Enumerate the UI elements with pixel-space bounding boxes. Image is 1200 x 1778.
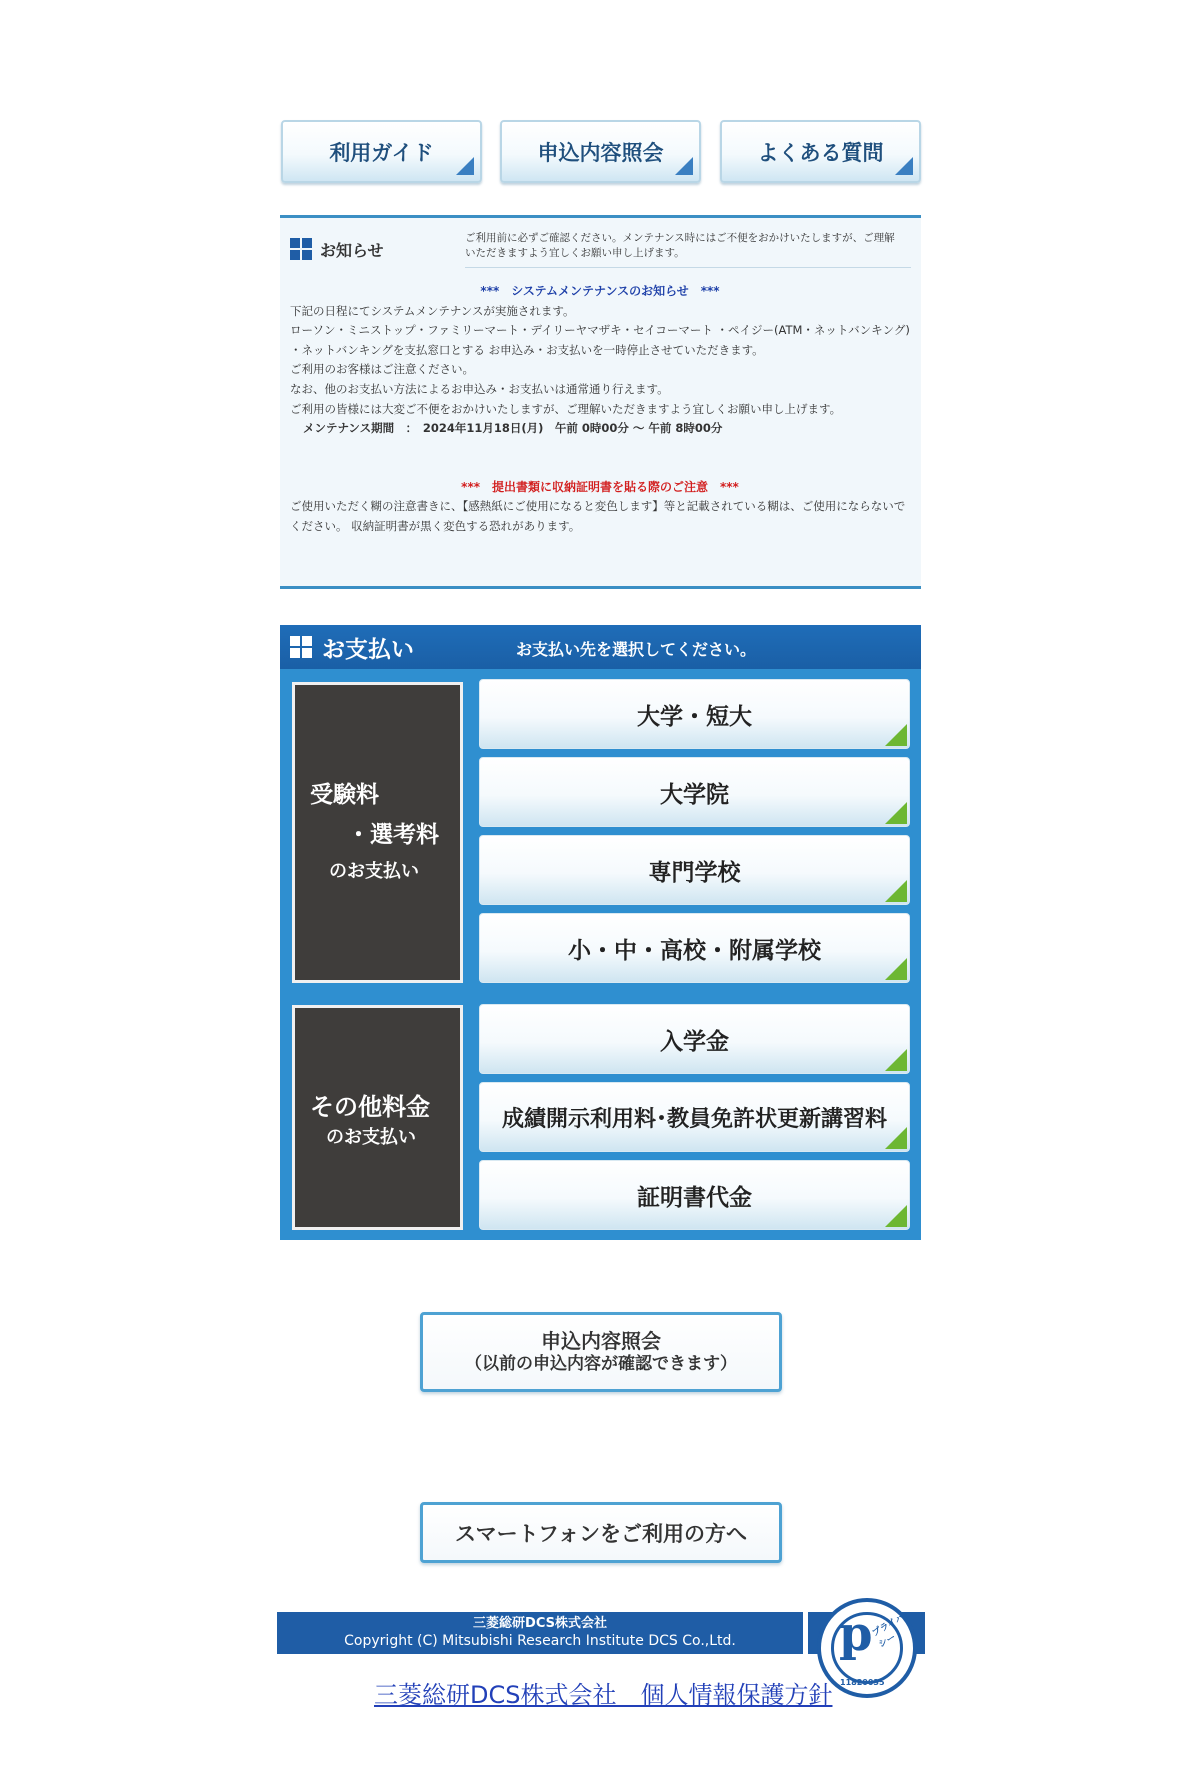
corner-arrow-icon (885, 1127, 907, 1149)
inquiry-nav-button[interactable] (500, 120, 701, 183)
graduate-school-button-label: 大学院 (660, 781, 729, 808)
corner-arrow-icon (885, 880, 907, 902)
corner-arrow-icon (885, 1205, 907, 1227)
faq-button-label: よくある質問 (757, 140, 884, 165)
admission-fee-button-label: 入学金 (660, 1028, 729, 1055)
notice-header (290, 234, 384, 264)
vocational-school-button[interactable] (479, 835, 910, 905)
corner-arrow-icon (885, 958, 907, 980)
corner-arrow-icon (456, 157, 474, 175)
notice-divider (465, 267, 911, 268)
faq-button[interactable] (720, 120, 921, 183)
other-fees-group-label (292, 1005, 463, 1230)
notice-line: 下記の日程にてシステムメンテナンスが実施されます。 (290, 303, 575, 318)
inquiry-button-subtitle: （以前の申込内容が確認できます） (465, 1354, 737, 1374)
certificate-fee-button-label: 証明書代金 (637, 1184, 752, 1211)
payment-title: お支払い (322, 636, 414, 663)
notice-line: ローソン・ミニストップ・ファミリーマート・デイリーヤマザキ・セイコーマート ・ペイジー(ATM・ネットバンキング) (290, 323, 910, 338)
inquiry-button-title: 申込内容照会 (541, 1329, 661, 1353)
notice-title: お知らせ (320, 240, 384, 260)
grade-disclosure-button[interactable] (479, 1082, 910, 1152)
caution-text: ご使用いただく糊の注意書きに、【感熱紙にご使用になると変色します】等と記載されている糊は、ご使用にならないでください。 収納証明書が黒く変色する恐れがあります。 (290, 499, 906, 533)
payment-subtitle: お支払い先を選択してください。 (516, 640, 757, 659)
corner-arrow-icon (675, 157, 693, 175)
k12-school-button-label: 小・中・高校・附属学校 (568, 937, 821, 964)
corner-arrow-icon (895, 157, 913, 175)
group-label-line: のお支払い (326, 1127, 416, 1148)
notice-line: ・ネットバンキングを支払窓口とする お申込み・お支払いを一時停止させていただきます。 (290, 342, 764, 357)
smartphone-button-label: スマートフォンをご利用の方へ (455, 1521, 747, 1546)
payment-panel (280, 625, 921, 1240)
maintenance-heading: *** システムメンテナンスのお知らせ *** (480, 284, 720, 298)
payment-header (280, 625, 921, 669)
university-button-label: 大学・短大 (637, 703, 752, 730)
spacer (290, 439, 910, 478)
privacy-mark-text: プライバシー (870, 1612, 907, 1651)
group-label-line: 受験料 (310, 782, 379, 808)
application-inquiry-button[interactable] (420, 1312, 782, 1392)
guide-button[interactable] (281, 120, 482, 183)
caution-heading: *** 提出書類に収納証明書を貼る際のご注意 *** (461, 479, 739, 494)
group-label-line: ・選考料 (347, 822, 439, 848)
vocational-school-button-label: 専門学校 (648, 859, 741, 886)
university-button[interactable] (479, 679, 910, 749)
group-label-line: のお支払い (329, 861, 419, 882)
corner-arrow-icon (885, 802, 907, 824)
certificate-fee-button[interactable] (479, 1160, 910, 1230)
notice-line: ご利用のお客様はご注意ください。 (290, 362, 474, 377)
notice-line: なお、他のお支払い方法によるお申込み・お支払いは通常通り行えます。 (290, 381, 669, 396)
maintenance-period: メンテナンス期間 ： 2024年11月18日(月) 午前 0時00分 ～ 午前 8時00分 (303, 421, 723, 436)
graduate-school-button[interactable] (479, 757, 910, 827)
notice-body (290, 282, 910, 537)
corner-arrow-icon (885, 724, 907, 746)
admission-fee-button[interactable] (479, 1004, 910, 1074)
tiles-icon (290, 636, 312, 658)
privacy-policy-link[interactable]: 三菱総研DCS株式会社 個人情報保護方針 (374, 1681, 833, 1709)
notice-box (280, 215, 921, 589)
notice-intro: ご利用前に必ずご確認ください。メンテナンス時にはご不便をおかけいたしますが、ご理解いただきますよう宜しくお願い申し上げます。 (465, 232, 895, 259)
grade-disclosure-button-label: 成績開示利用料･教員免許状更新講習料 (501, 1106, 887, 1132)
notice-line: ご利用の皆様には大変ご不便をおかけいたしますが、ご理解いただきますよう宜しくお願い申し上げます。 (290, 401, 842, 416)
corner-arrow-icon (885, 1049, 907, 1071)
inquiry-nav-button-label: 申込内容照会 (537, 140, 664, 165)
tiles-icon (290, 238, 312, 260)
guide-button-label: 利用ガイド (329, 140, 434, 165)
group-label-line: その他料金 (310, 1093, 430, 1121)
footer-company: 三菱総研DCS株式会社 (473, 1616, 607, 1631)
footer-copyright: Copyright (C) Mitsubishi Research Institute DCS Co.,Ltd. (344, 1633, 736, 1649)
exam-fee-group-label (292, 682, 463, 983)
k12-school-button[interactable] (479, 913, 910, 983)
privacy-mark-number: 11820035 (840, 1678, 885, 1687)
privacy-mark-p-glyph: p (839, 1606, 873, 1662)
smartphone-button[interactable] (420, 1502, 782, 1563)
footer-bar (277, 1612, 803, 1654)
